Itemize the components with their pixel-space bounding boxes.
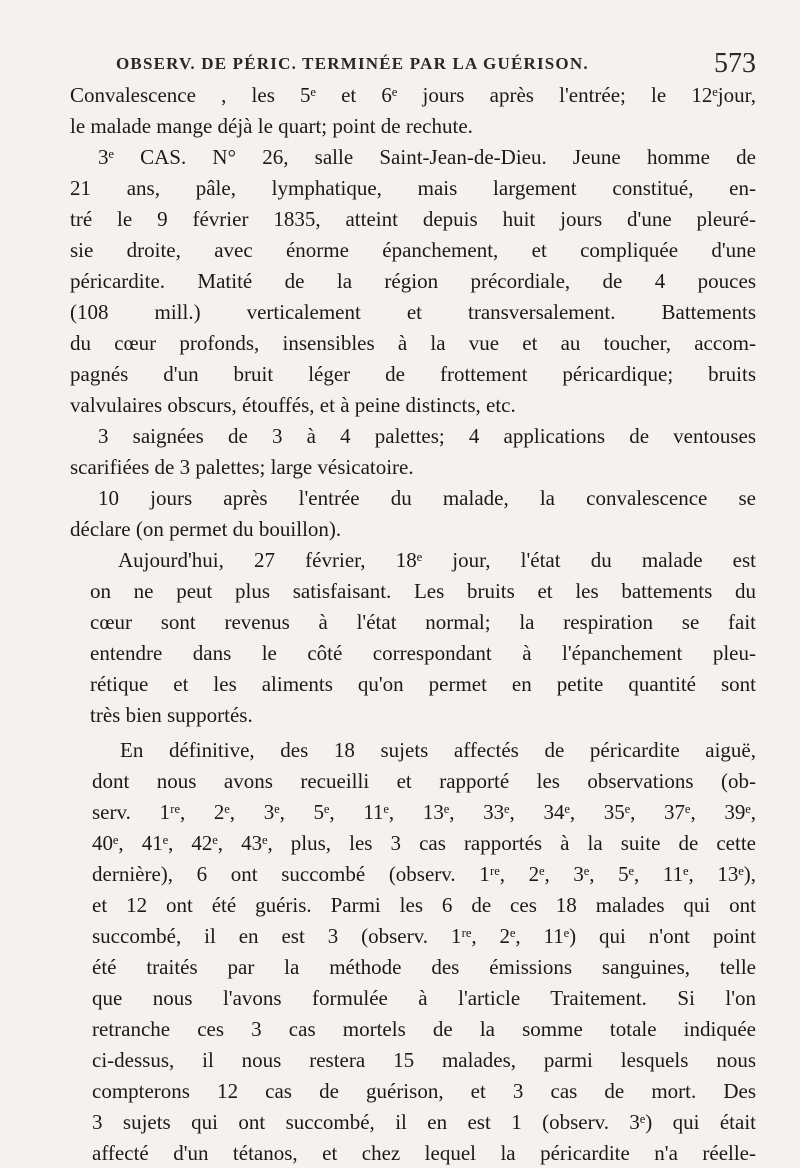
text-line: 3 sujets qui ont succombé, il en est 1 (observ. 3ᵉ) qui était [92,1110,756,1134]
page-number: 573 [714,48,756,79]
text-line: valvulaires obscurs, étouffés, et à peine distincts, etc. [70,393,516,417]
text-line: affecté d'un tétanos, et chez lequel la péricardite n'a réelle- [92,1141,756,1165]
text-line: déclare (on permet du bouillon). [70,517,342,541]
text-line: pagnés d'un bruit léger de frottement péricardique; bruits [70,362,756,386]
text-line: que nous l'avons formulée à l'article Traitement. Si l'on [92,986,756,1010]
text-line: compterons 12 cas de guérison, et 3 cas de mort. Des [92,1079,756,1103]
paragraph [70,142,756,421]
text-line: (108 mill.) verticalement et transversalement. Battements [70,300,756,324]
text-line: dont nous avons recueilli et rapporté les observations (ob- [92,769,756,793]
page-header [70,34,756,78]
text-line: scarifiées de 3 palettes; large vésicatoire. [70,455,414,479]
text-line: péricardite. Matité de la région précordiale, de 4 pouces [70,269,756,293]
paragraph [70,421,756,483]
text-line: retranche ces 3 cas mortels de la somme totale indiquée [92,1017,756,1041]
text-line: ci-dessus, il nous restera 15 malades, parmi lesquels nous [92,1048,756,1072]
text-line: Convalescence , les 5ᵉ et 6ᵉ jours après l'entrée; le 12ᵉjour, [70,83,756,107]
text-line: En définitive, des 18 sujets affectés de péricardite aiguë, [120,738,756,762]
page-body [70,80,756,1169]
text-line: 21 ans, pâle, lymphatique, mais largement constitué, en- [70,176,756,200]
text-line: Aujourd'hui, 27 février, 18ᵉ jour, l'état du malade est [118,548,756,572]
text-line: et 12 ont été guéris. Parmi les 6 de ces 18 malades qui ont [92,893,756,917]
text-line: été traités par la méthode des émissions sanguines, telle [92,955,756,979]
text-line: on ne peut plus satisfaisant. Les bruits et les battements du [90,579,756,603]
paragraph [70,483,756,545]
text-line: 40ᵉ, 41ᵉ, 42ᵉ, 43ᵉ, plus, les 3 cas rapportés à la suite de cette [92,831,756,855]
text-line: 3 saignées de 3 à 4 palettes; 4 applications de ventouses [98,424,756,448]
text-line: 3ᵉ CAS. N° 26, salle Saint-Jean-de-Dieu. Jeune homme de [98,145,756,169]
running-head: OBSERV. DE PÉRIC. TERMINÉE PAR LA GUÉRISON. [116,54,589,73]
text-line: succombé, il en est 3 (observ. 1ʳᵉ, 2ᵉ, 11ᵉ) qui n'ont point [92,924,756,948]
text-line: du cœur profonds, insensibles à la vue et au toucher, accom- [70,331,756,355]
text-line: très bien supportés. [90,703,253,727]
text-line: rétique et les aliments qu'on permet en petite quantité sont [90,672,756,696]
text-line: 10 jours après l'entrée du malade, la convalescence se [98,486,756,510]
text-line: sie droite, avec énorme épanchement, et compliquée d'une [70,238,756,262]
paragraph [70,735,756,1169]
text-line: serv. 1ʳᵉ, 2ᵉ, 3ᵉ, 5ᵉ, 11ᵉ, 13ᵉ, 33ᵉ, 34ᵉ, 35ᵉ, 37ᵉ, 39ᵉ, [92,800,756,824]
text-line: le malade mange déjà le quart; point de rechute. [70,114,473,138]
text-line: entendre dans le côté correspondant à l'épanchement pleu- [90,641,756,665]
paragraph [70,80,756,142]
text-line: tré le 9 février 1835, atteint depuis huit jours d'une pleuré- [70,207,756,231]
paragraph [70,545,756,731]
text-line: dernière), 6 ont succombé (observ. 1ʳᵉ, 2ᵉ, 3ᵉ, 5ᵉ, 11ᵉ, 13ᵉ), [92,862,756,886]
text-line: cœur sont revenus à l'état normal; la respiration se fait [90,610,756,634]
